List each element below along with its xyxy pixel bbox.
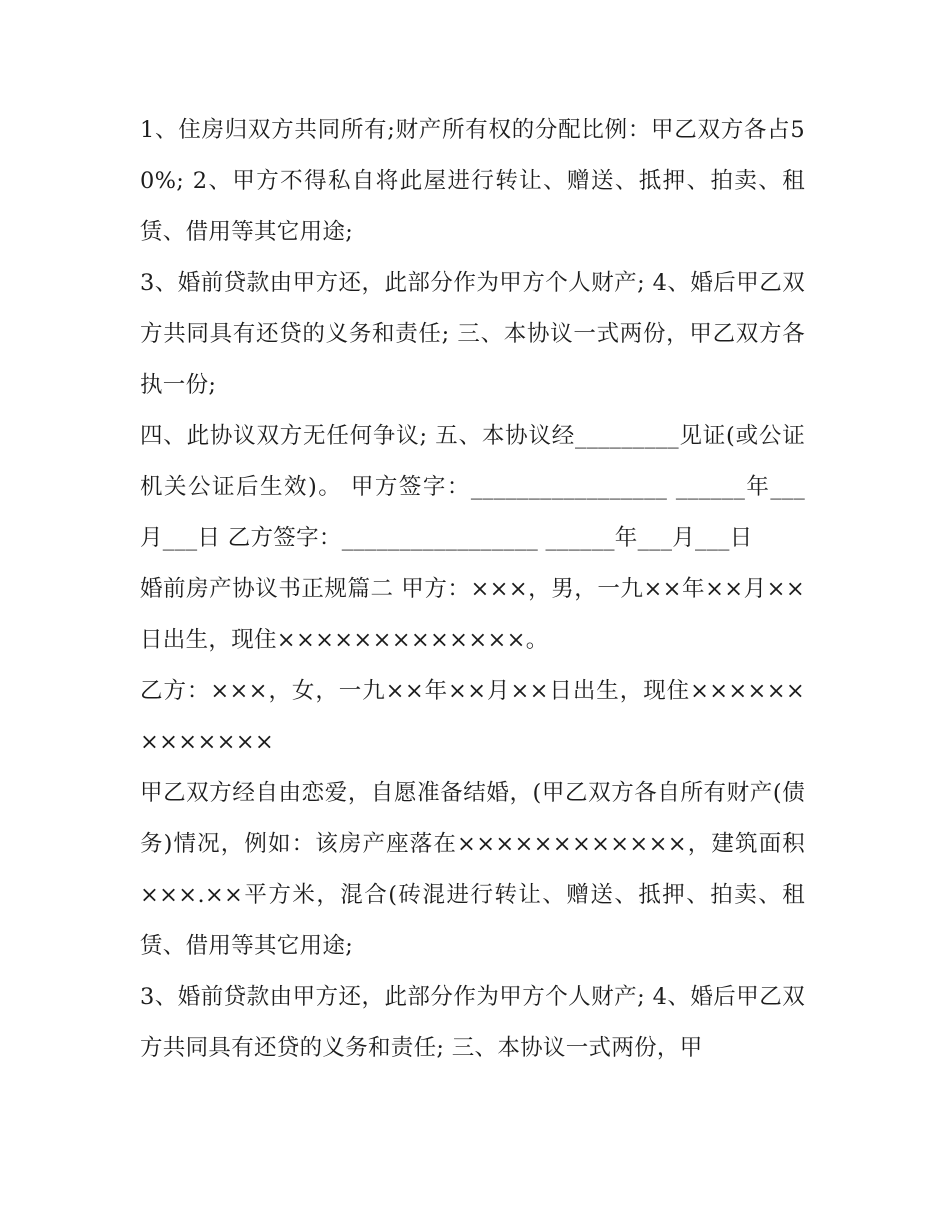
paragraph-property-ownership: 1、住房归双方共同所有;财产所有权的分配比例：甲乙双方各占50%; 2、甲方不得私自将此屋进行转让、赠送、抵押、拍卖、租赁、借用等其它用途; — [140, 117, 805, 245]
paragraph-party-b: 乙方：×××，女，一九××年××月××日出生，现住××××××××××××× — [140, 678, 805, 755]
paragraph-loan-terms: 3、婚前贷款由甲方还，此部分作为甲方个人财产; 4、婚后甲乙双方共同具有还贷的义务和责任; 三、本协议一式两份，甲乙双方各执一份; — [140, 270, 805, 398]
paragraph-loan-terms-repeat: 3、婚前贷款由甲方还，此部分作为甲方个人财产; 4、婚后甲乙双方共同具有还贷的义务和责任; 三、本协议一式两份，甲 — [140, 984, 805, 1061]
paragraph-signatures: 四、此协议双方无任何争议; 五、本协议经_________见证(或公证机关公证后生效)。 甲方签字：_________________ ______年___月___日 乙方签字：_________________ ______年___月___日 — [140, 423, 805, 551]
paragraph-party-a: 婚前房产协议书正规篇二 甲方：×××，男，一九××年××月××日出生，现住×××××××××××××。 — [140, 576, 805, 653]
paragraph-property-details: 甲乙双方经自由恋爱，自愿准备结婚，(甲乙双方各自所有财产(债务)情况，例如：该房产座落在××××××××××××，建筑面积×××.××平方米，混合(砖混进行转让、赠送、抵押、拍卖、租赁、借用等其它用途; — [140, 780, 805, 959]
document-body — [140, 105, 805, 1074]
